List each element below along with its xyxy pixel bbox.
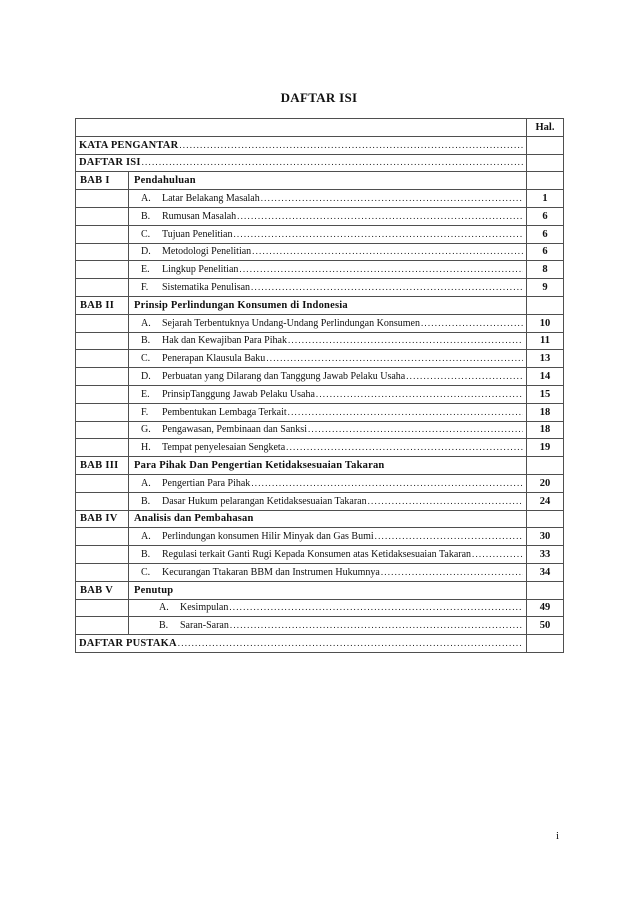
page-cell bbox=[527, 136, 564, 154]
page-cell: 19 bbox=[527, 439, 564, 457]
dot-leader bbox=[405, 371, 523, 381]
item-cell bbox=[129, 332, 527, 350]
empty-cell bbox=[76, 225, 129, 243]
item-letter: D. bbox=[141, 246, 151, 258]
item-text: Pengertian Para Pihak bbox=[162, 477, 251, 489]
section-label: DAFTAR PUSTAKA bbox=[79, 638, 177, 649]
dot-leader bbox=[250, 478, 523, 488]
page-cell: 49 bbox=[527, 599, 564, 617]
section-row bbox=[76, 136, 564, 154]
empty-cell bbox=[76, 439, 129, 457]
dot-leader bbox=[287, 335, 523, 345]
item-letter: H. bbox=[141, 442, 151, 454]
empty-cell bbox=[76, 261, 129, 279]
page-cell bbox=[527, 172, 564, 190]
dot-leader bbox=[420, 318, 523, 328]
empty-cell bbox=[76, 190, 129, 208]
dot-leader bbox=[260, 193, 523, 203]
item-cell bbox=[129, 546, 527, 564]
item-cell bbox=[129, 190, 527, 208]
chapter-title: Penutup bbox=[129, 581, 527, 599]
chapter-number: BAB III bbox=[76, 457, 129, 475]
item-letter: G. bbox=[141, 424, 151, 436]
item-cell bbox=[129, 492, 527, 510]
section-cell bbox=[76, 635, 527, 653]
item-letter: A. bbox=[141, 317, 151, 329]
empty-cell bbox=[76, 492, 129, 510]
toc-table-body bbox=[76, 119, 564, 653]
item-letter: A. bbox=[141, 193, 151, 205]
chapter-title: Analisis dan Pembahasan bbox=[129, 510, 527, 528]
page-cell: 6 bbox=[527, 243, 564, 261]
page-cell: 15 bbox=[527, 385, 564, 403]
page-cell: 24 bbox=[527, 492, 564, 510]
empty-cell bbox=[76, 421, 129, 439]
dot-leader bbox=[287, 407, 523, 417]
item-letter: A. bbox=[159, 602, 169, 614]
item-text: Dasar Hukum pelarangan Ketidaksesuaian Takaran bbox=[162, 495, 367, 507]
item-cell bbox=[129, 403, 527, 421]
item-row bbox=[76, 243, 564, 261]
item-text: Tempat penyelesaian Sengketa bbox=[162, 442, 286, 454]
hal-header-cell: Hal. bbox=[527, 119, 564, 137]
dot-leader bbox=[367, 496, 523, 506]
dot-leader bbox=[232, 229, 523, 239]
page-title: DAFTAR ISI bbox=[280, 90, 358, 105]
item-letter: D. bbox=[141, 371, 151, 383]
chapter-row bbox=[76, 581, 564, 599]
item-row bbox=[76, 261, 564, 279]
section-cell bbox=[76, 154, 527, 172]
item-cell bbox=[129, 207, 527, 225]
item-text: Latar Belakang Masalah bbox=[162, 193, 260, 205]
item-row bbox=[76, 350, 564, 368]
item-cell bbox=[129, 528, 527, 546]
page-cell bbox=[527, 510, 564, 528]
item-row bbox=[76, 314, 564, 332]
section-label: DAFTAR ISI bbox=[79, 157, 141, 169]
page-cell bbox=[527, 296, 564, 314]
chapter-number: BAB IV bbox=[76, 510, 129, 528]
item-text: Rumusan Masalah bbox=[162, 210, 237, 222]
chapter-number: BAB V bbox=[76, 581, 129, 599]
item-letter: A. bbox=[141, 477, 151, 489]
page-cell: 8 bbox=[527, 261, 564, 279]
chapter-row bbox=[76, 510, 564, 528]
chapter-title: Pendahuluan bbox=[129, 172, 527, 190]
chapter-row bbox=[76, 172, 564, 190]
empty-cell bbox=[76, 617, 129, 635]
item-row bbox=[76, 332, 564, 350]
item-text: Tujuan Penelitian bbox=[162, 228, 233, 240]
item-letter: B. bbox=[141, 335, 151, 347]
item-cell bbox=[129, 261, 527, 279]
item-cell bbox=[129, 225, 527, 243]
page-cell: 20 bbox=[527, 474, 564, 492]
empty-cell bbox=[76, 243, 129, 261]
item-letter: F. bbox=[141, 282, 149, 294]
item-row bbox=[76, 190, 564, 208]
item-letter: B. bbox=[159, 620, 169, 632]
empty-cell bbox=[76, 279, 129, 297]
toc-table bbox=[75, 118, 564, 653]
item-text: Hak dan Kewajiban Para Pihak bbox=[162, 335, 287, 347]
page-cell: 50 bbox=[527, 617, 564, 635]
chapter-number: BAB II bbox=[76, 296, 129, 314]
item-row bbox=[76, 599, 564, 617]
dot-leader bbox=[229, 620, 523, 630]
item-cell bbox=[129, 314, 527, 332]
item-letter: E. bbox=[141, 388, 150, 400]
item-text: Lingkup Penelitian bbox=[162, 264, 239, 276]
item-cell bbox=[129, 439, 527, 457]
empty-cell bbox=[76, 403, 129, 421]
item-row bbox=[76, 617, 564, 635]
item-letter: B. bbox=[141, 549, 151, 561]
item-letter: B. bbox=[141, 210, 151, 222]
dot-leader bbox=[315, 389, 523, 399]
item-cell bbox=[129, 421, 527, 439]
item-row bbox=[76, 385, 564, 403]
empty-cell bbox=[76, 207, 129, 225]
page-cell bbox=[527, 154, 564, 172]
item-row bbox=[76, 279, 564, 297]
item-row bbox=[76, 546, 564, 564]
chapter-title: Para Pihak Dan Pengertian Ketidaksesuaian Takaran bbox=[129, 457, 527, 475]
dot-leader bbox=[228, 602, 523, 612]
empty-cell bbox=[76, 314, 129, 332]
page-cell: 14 bbox=[527, 368, 564, 386]
item-row bbox=[76, 368, 564, 386]
item-text: Saran-Saran bbox=[180, 620, 229, 632]
item-row bbox=[76, 421, 564, 439]
dot-leader bbox=[250, 282, 523, 292]
page-cell: 11 bbox=[527, 332, 564, 350]
page-cell: 18 bbox=[527, 421, 564, 439]
header-spacer-cell bbox=[76, 119, 527, 137]
page-cell: 6 bbox=[527, 207, 564, 225]
item-text: Pengawasan, Pembinaan dan Sanksi bbox=[162, 424, 307, 436]
dot-leader bbox=[178, 140, 523, 150]
chapter-row bbox=[76, 296, 564, 314]
item-letter: B. bbox=[141, 495, 151, 507]
section-cell bbox=[76, 136, 527, 154]
item-row bbox=[76, 528, 564, 546]
dot-leader bbox=[380, 567, 523, 577]
item-cell bbox=[129, 279, 527, 297]
dot-leader bbox=[374, 531, 523, 541]
item-cell bbox=[129, 368, 527, 386]
dot-leader bbox=[238, 264, 523, 274]
chapter-row bbox=[76, 457, 564, 475]
section-label: KATA PENGANTAR bbox=[79, 139, 179, 151]
page-cell: 10 bbox=[527, 314, 564, 332]
item-text: Kesimpulan bbox=[180, 602, 229, 614]
item-row bbox=[76, 207, 564, 225]
page-cell bbox=[527, 635, 564, 653]
item-row bbox=[76, 403, 564, 421]
dot-leader bbox=[177, 638, 523, 648]
page-cell: 6 bbox=[527, 225, 564, 243]
page-cell: 33 bbox=[527, 546, 564, 564]
empty-cell bbox=[76, 528, 129, 546]
section-row bbox=[76, 154, 564, 172]
item-text: Perbuatan yang Dilarang dan Tanggung Jawab Pelaku Usaha bbox=[162, 371, 406, 383]
empty-cell bbox=[76, 385, 129, 403]
table-header-row bbox=[76, 119, 564, 137]
item-letter: E. bbox=[141, 264, 150, 276]
empty-cell bbox=[76, 599, 129, 617]
empty-cell bbox=[76, 332, 129, 350]
page-number: i bbox=[556, 830, 560, 842]
dot-leader bbox=[307, 424, 523, 434]
empty-cell bbox=[76, 368, 129, 386]
page-cell: 9 bbox=[527, 279, 564, 297]
item-row bbox=[76, 492, 564, 510]
page-cell bbox=[527, 581, 564, 599]
empty-cell bbox=[76, 546, 129, 564]
item-text: Sistematika Penulisan bbox=[162, 282, 251, 294]
section-row bbox=[76, 635, 564, 653]
item-cell bbox=[129, 243, 527, 261]
page-cell bbox=[527, 457, 564, 475]
item-cell bbox=[129, 599, 527, 617]
dot-leader bbox=[285, 442, 523, 452]
chapter-title: Prinsip Perlindungan Konsumen di Indonesia bbox=[129, 296, 527, 314]
page-cell: 30 bbox=[527, 528, 564, 546]
page-cell: 1 bbox=[527, 190, 564, 208]
item-text: Kecurangan Ttakaran BBM dan Instrumen Hukumnya bbox=[162, 566, 380, 578]
item-cell bbox=[129, 617, 527, 635]
item-letter: F. bbox=[141, 406, 149, 418]
dot-leader bbox=[236, 211, 523, 221]
item-row bbox=[76, 225, 564, 243]
item-row bbox=[76, 474, 564, 492]
item-text: Regulasi terkait Ganti Rugi Kepada Konsumen atas Ketidaksesuaian Takaran bbox=[162, 549, 472, 561]
item-letter: C. bbox=[141, 566, 151, 578]
page-cell: 18 bbox=[527, 403, 564, 421]
item-text: PrinsipTanggung Jawab Pelaku Usaha bbox=[162, 388, 315, 400]
item-text: Metodologi Penelitian bbox=[162, 246, 252, 258]
page-cell: 13 bbox=[527, 350, 564, 368]
item-row bbox=[76, 563, 564, 581]
item-cell bbox=[129, 563, 527, 581]
dot-leader bbox=[251, 246, 523, 256]
empty-cell bbox=[76, 563, 129, 581]
empty-cell bbox=[76, 350, 129, 368]
item-letter: A. bbox=[141, 531, 151, 543]
item-letter: C. bbox=[141, 228, 151, 240]
item-text: Sejarah Terbentuknya Undang-Undang Perlindungan Konsumen bbox=[162, 317, 420, 329]
item-text: Penerapan Klausula Baku bbox=[162, 353, 266, 365]
dot-leader bbox=[471, 549, 523, 559]
item-text: Perlindungan konsumen Hilir Minyak dan Gas Bumi bbox=[162, 531, 374, 543]
item-cell bbox=[129, 474, 527, 492]
dot-leader bbox=[141, 157, 523, 167]
item-cell bbox=[129, 385, 527, 403]
item-text: Pembentukan Lembaga Terkait bbox=[162, 406, 287, 418]
page-cell: 34 bbox=[527, 563, 564, 581]
item-row bbox=[76, 439, 564, 457]
chapter-number: BAB I bbox=[76, 172, 129, 190]
empty-cell bbox=[76, 474, 129, 492]
item-letter: C. bbox=[141, 353, 151, 365]
dot-leader bbox=[265, 353, 523, 363]
item-cell bbox=[129, 350, 527, 368]
